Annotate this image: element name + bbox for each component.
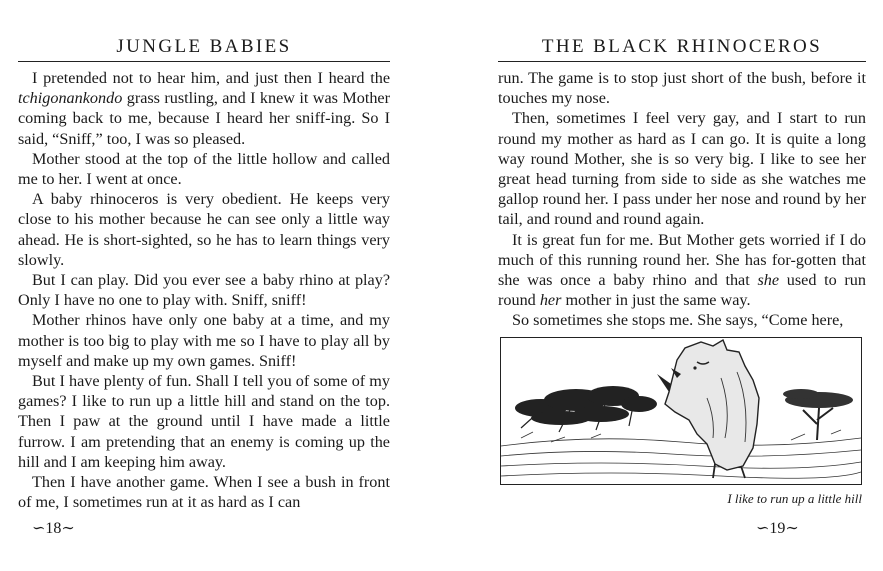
text-run: run. The game is to stop just short of the bush, before it touches my nose. — [498, 69, 866, 108]
rhino-drawing — [501, 338, 861, 484]
paragraph — [18, 310, 390, 371]
left-page-body — [18, 68, 390, 512]
text-run: So sometimes she stops me. She says, “Come here, — [512, 311, 844, 330]
left-bush — [515, 386, 657, 425]
text-run: Then, sometimes I feel very gay, and I start to run round my mother as hard as I can go. It is quite a long way round Mother, she is so very big. I like to see her great head turning from side to side as she watches me gallop round her. I pass under her nose and round by her tail, and round and round again. — [498, 109, 866, 229]
paragraph — [498, 68, 866, 108]
text-run: used to run round — [498, 271, 866, 310]
header-rule-right — [498, 61, 866, 62]
text-run: Then I have another game. When I see a bush in front of me, I sometimes run at it as hard as I can — [18, 473, 390, 512]
text-run: But I have plenty of fun. Shall I tell you of some of my games? I like to run up a little hill and stand on the top. Then I paw at the ground until I have made a little furrow. I am pretending that an enemy is coming up the hill and I am keeping him away. — [18, 372, 390, 471]
paragraph — [498, 310, 866, 330]
text-run: But I can play. Did you ever see a baby rhino at play? Only I have no one to play with. Sniff, sniff! — [18, 271, 390, 310]
paragraph — [18, 472, 390, 512]
text-run: Mother rhinos have only one baby at a time, and my mother is too big to play with me so I have to play all by myself and make up my own games. Sniff! — [18, 311, 390, 370]
illustration-caption: I like to run up a little hill — [727, 491, 862, 506]
right-page-body — [498, 68, 866, 331]
paragraph — [18, 189, 390, 270]
paragraph — [18, 149, 390, 189]
page-number-right: ∽19∼ — [756, 520, 799, 537]
paragraph — [18, 68, 390, 149]
rhino-figure — [657, 340, 759, 478]
italic-text: she — [757, 271, 780, 290]
paragraph — [18, 371, 390, 472]
running-head-left: JUNGLE BABIES — [116, 36, 292, 57]
rhino-illustration — [500, 337, 862, 485]
running-head-right: THE BLACK RHINOCEROS — [541, 36, 823, 57]
paragraph — [18, 270, 390, 310]
text-run: grass rustling, and I knew it was Mother coming back to me, because I heard her sniff-ing. So I said, “Sniff,” too, I was so pleased. — [18, 89, 390, 148]
text-run: A baby rhinoceros is very obedient. He keeps very close to his mother because he can see only a little way ahead. He is short-sighted, so he has to learn things very slowly. — [18, 190, 390, 269]
text-run: It is great fun for me. But Mother gets worried if I do much of this running round her. She has for-gotten that she was once a baby rhino and that — [498, 230, 866, 290]
italic-text: tchigonankondo — [18, 89, 123, 108]
italic-text: her — [539, 291, 562, 310]
paragraph — [498, 230, 866, 311]
page-number-left: ∽18∼ — [32, 520, 75, 537]
text-run: I pretended not to hear him, and just then I heard the — [32, 69, 390, 87]
paragraph — [498, 108, 866, 229]
header-rule-left — [18, 61, 390, 62]
text-run: mother in just the same way. — [561, 291, 751, 310]
ground-hatching — [501, 430, 861, 478]
right-tree — [783, 389, 853, 440]
text-run: Mother stood at the top of the little hollow and called me to her. I went at once. — [18, 149, 390, 189]
